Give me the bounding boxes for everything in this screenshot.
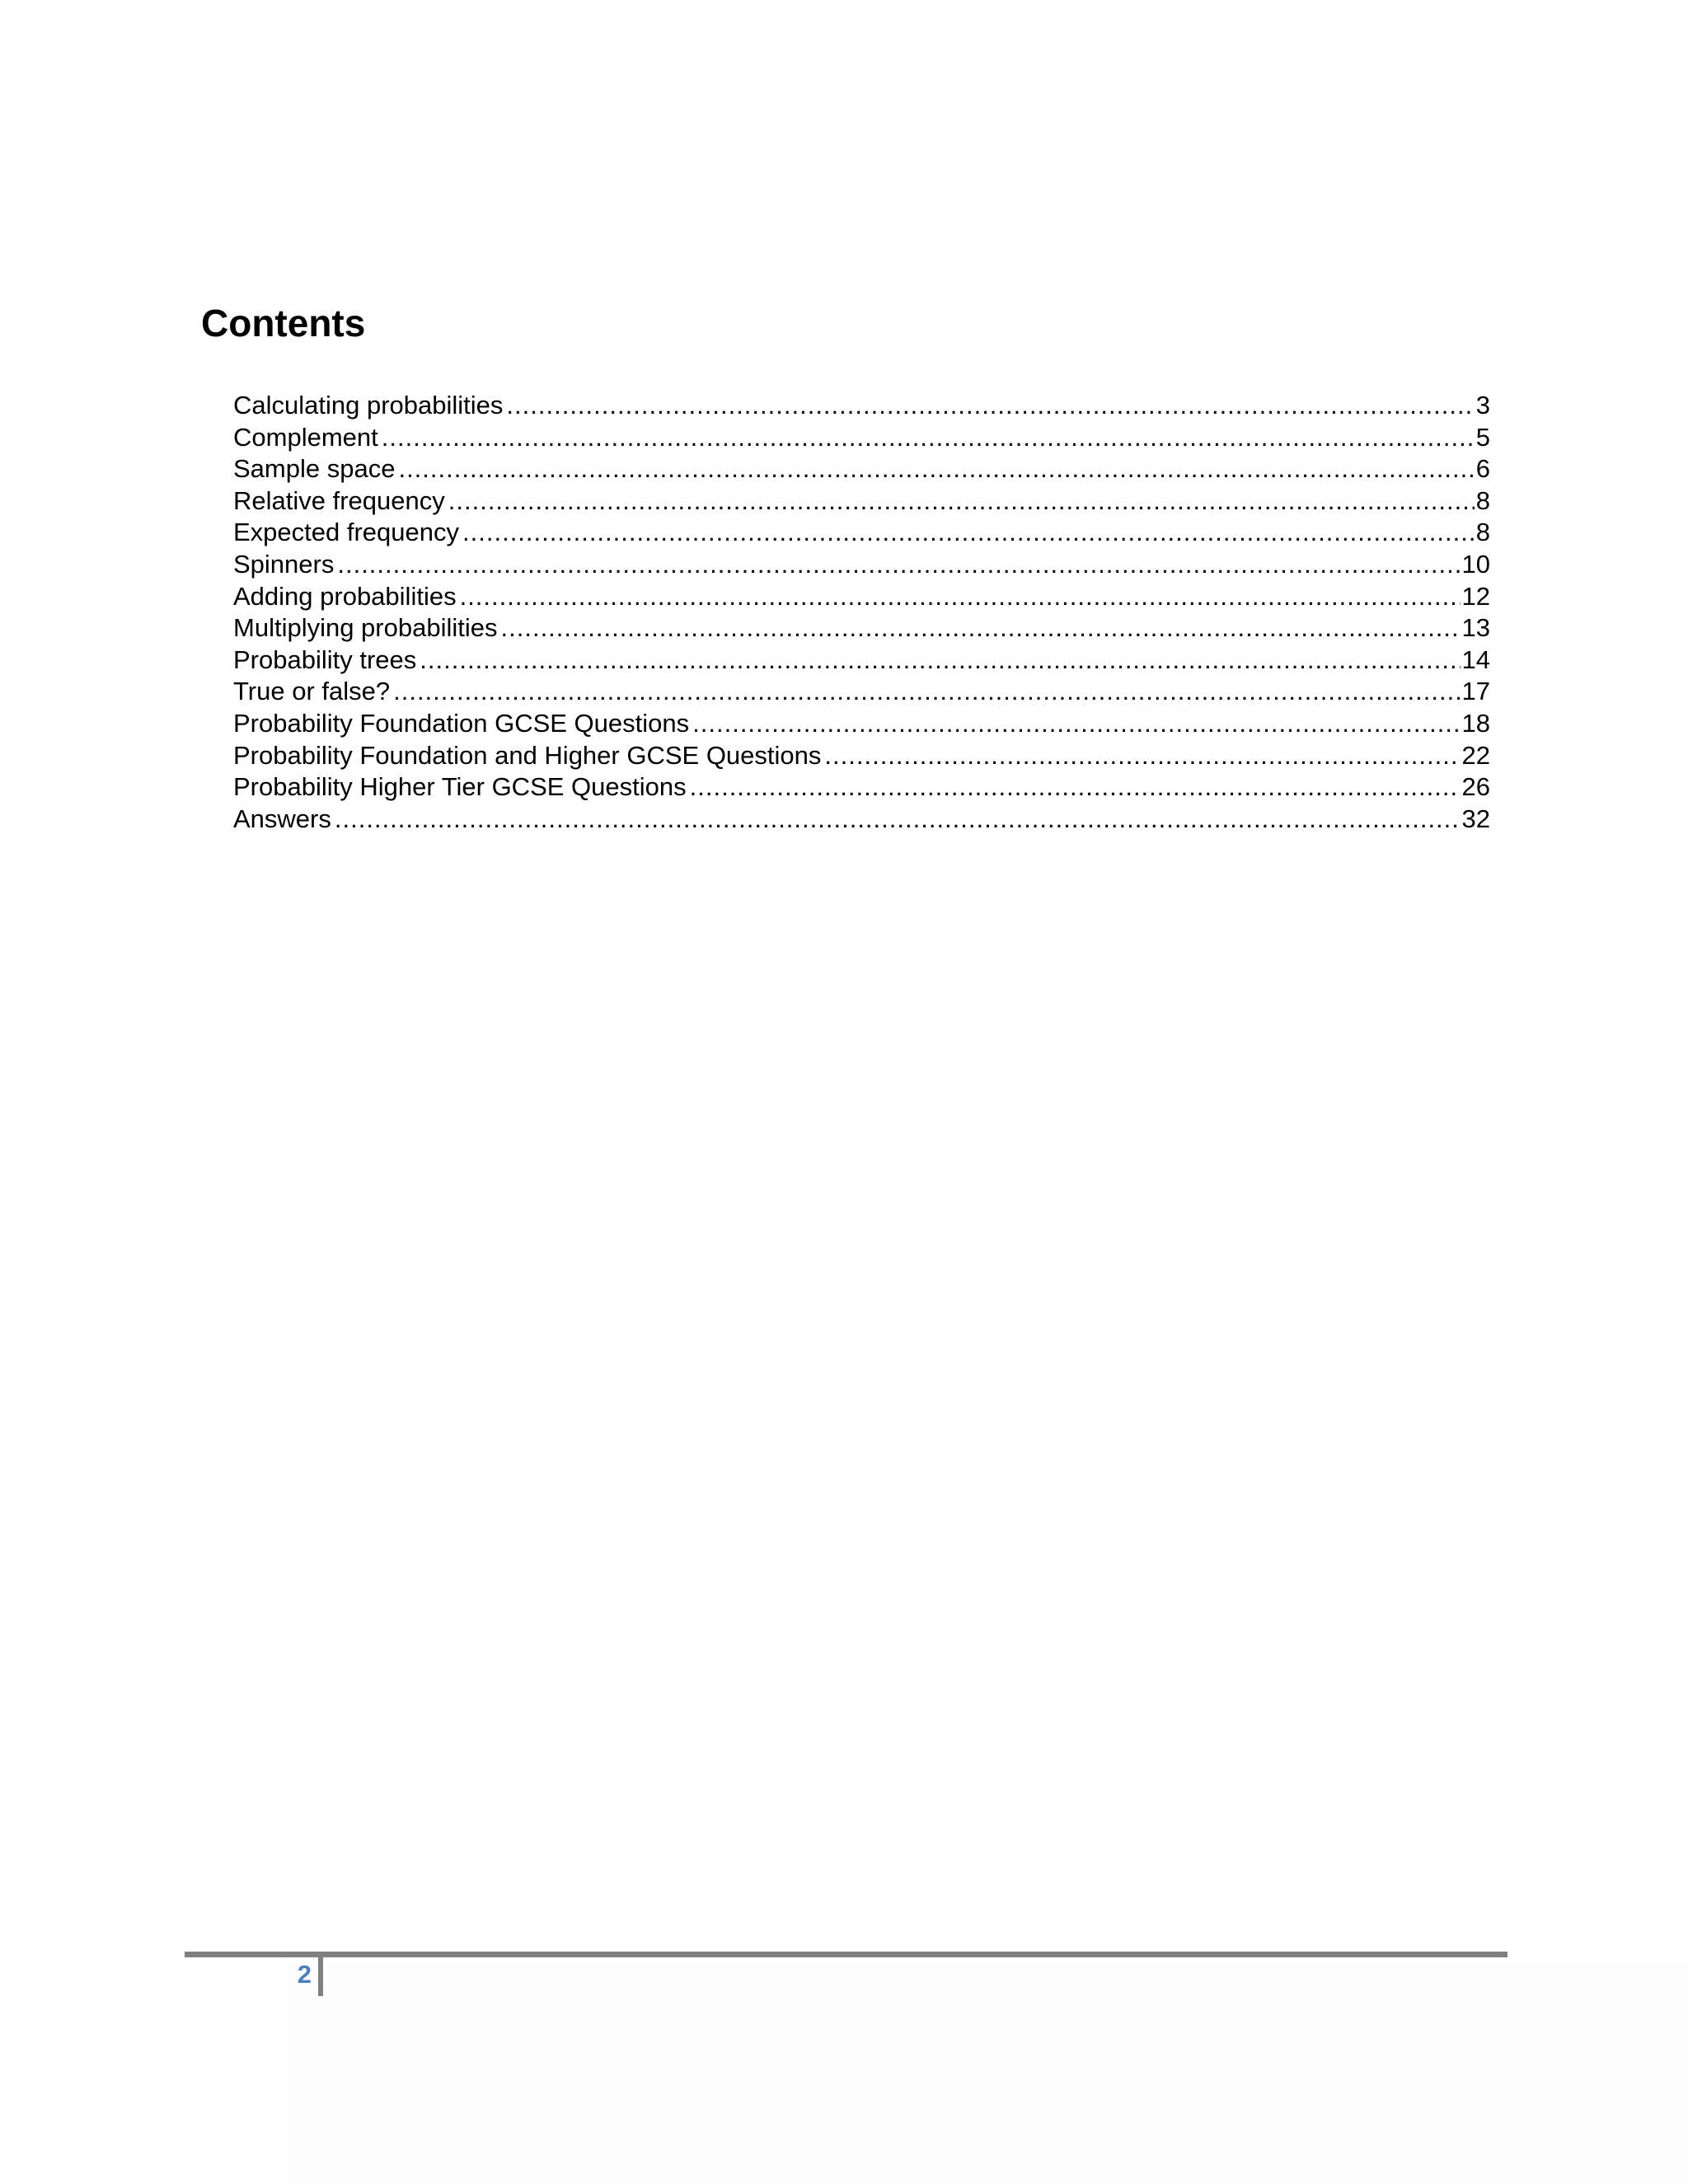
toc-entry[interactable] (233, 644, 1490, 677)
toc-dot-leader (393, 676, 1460, 708)
footer-divider-tick (318, 1955, 323, 1996)
toc-entry-page: 8 (1475, 518, 1490, 547)
toc-entry-title: True or false? (233, 677, 391, 706)
toc-entry[interactable] (233, 581, 1490, 613)
toc-entry-page: 12 (1461, 581, 1490, 611)
toc-entry-title: Expected frequency (233, 518, 460, 547)
toc-entry-page: 22 (1461, 740, 1490, 770)
toc-entry-title: Relative frequency (233, 485, 445, 515)
footer-page-number: 2 (297, 1960, 312, 1989)
toc-entry-page: 18 (1461, 708, 1490, 738)
toc-entry-page: 26 (1461, 772, 1490, 802)
toc-entry[interactable] (233, 485, 1490, 518)
toc-entry[interactable] (233, 453, 1490, 485)
toc-dot-leader (501, 612, 1461, 644)
toc-entry[interactable] (233, 612, 1490, 644)
toc-entry-title: Answers (233, 804, 331, 833)
toc-entry-page: 13 (1461, 613, 1490, 643)
toc-entry-page: 5 (1475, 422, 1490, 452)
toc-entry-page: 8 (1475, 485, 1490, 515)
toc-entry[interactable] (233, 676, 1490, 708)
toc-dot-leader (382, 422, 1475, 454)
toc-entry[interactable] (233, 390, 1490, 422)
toc-entry[interactable] (233, 422, 1490, 454)
toc-entry-title: Calculating probabilities (233, 391, 504, 419)
footer-rule (185, 1952, 1507, 1957)
toc-entry-title: Probability Higher Tier GCSE Questions (233, 772, 687, 802)
toc-entry-page: 32 (1461, 804, 1490, 833)
page-background-shade (288, 1961, 1688, 2184)
toc-entry[interactable] (233, 549, 1490, 581)
toc-entry-title: Probability trees (233, 644, 417, 674)
toc-dot-leader (337, 549, 1460, 581)
table-of-contents (233, 390, 1490, 835)
toc-entry-page: 17 (1461, 677, 1490, 706)
toc-entry-page: 6 (1475, 454, 1490, 484)
contents-heading: Contents (201, 302, 366, 344)
toc-entry[interactable] (233, 708, 1490, 740)
toc-dot-leader (460, 581, 1461, 613)
toc-entry[interactable] (233, 771, 1490, 804)
toc-dot-leader (506, 390, 1474, 422)
toc-dot-leader (420, 644, 1460, 677)
toc-entry-page: 14 (1461, 644, 1490, 674)
toc-entry-title: Sample space (233, 454, 396, 484)
toc-entry[interactable] (233, 804, 1490, 836)
toc-entry-title: Spinners (233, 549, 335, 579)
toc-entry-title: Complement (233, 422, 378, 452)
toc-entry-title: Probability Foundation and Higher GCSE Questions (233, 740, 822, 770)
toc-entry-page: 10 (1461, 549, 1490, 579)
toc-dot-leader (448, 485, 1475, 518)
toc-dot-leader (692, 708, 1460, 740)
toc-entry-title: Probability Foundation GCSE Questions (233, 708, 690, 738)
toc-dot-leader (690, 771, 1461, 804)
toc-dot-leader (398, 453, 1474, 485)
toc-entry[interactable] (233, 740, 1490, 772)
toc-entry-title: Multiplying probabilities (233, 613, 498, 643)
toc-entry-title: Adding probabilities (233, 581, 457, 611)
toc-entry-page: 3 (1475, 391, 1490, 419)
toc-dot-leader (462, 517, 1475, 549)
toc-dot-leader (824, 740, 1460, 772)
toc-entry[interactable] (233, 517, 1490, 549)
toc-dot-leader (335, 804, 1461, 836)
